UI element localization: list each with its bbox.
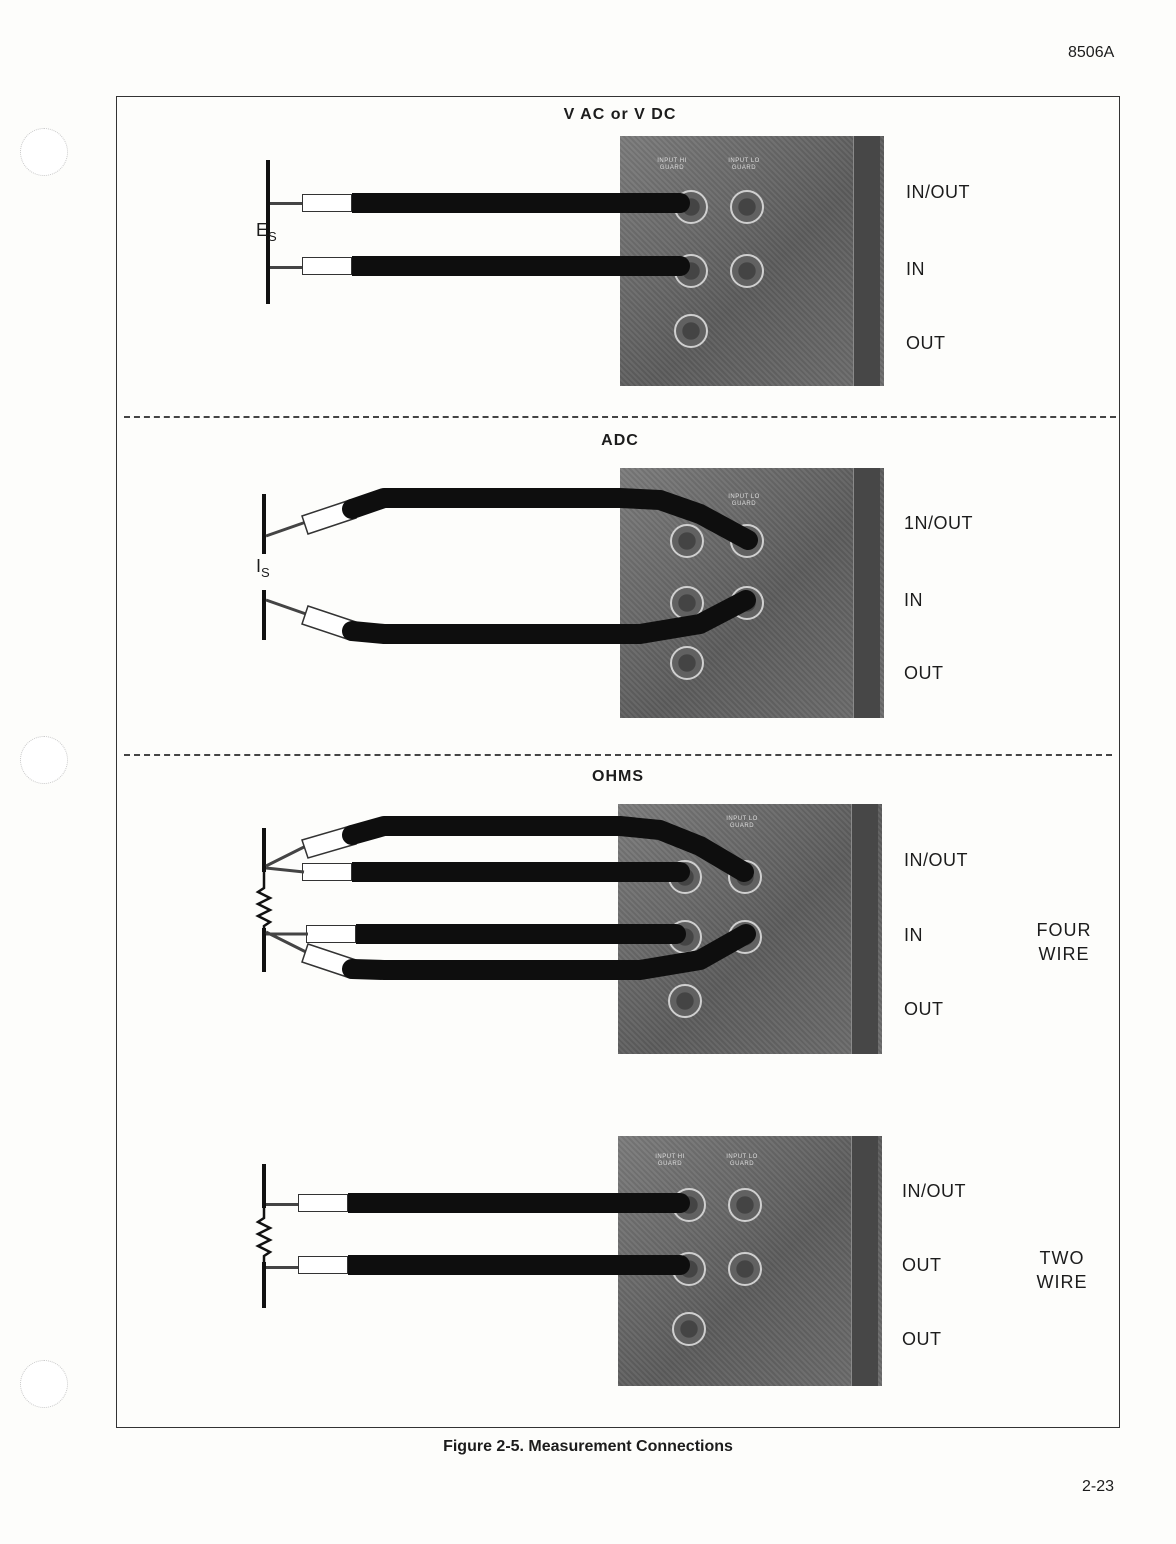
four-wire-sense-lead-top bbox=[266, 826, 744, 872]
terminal-label: OUT bbox=[906, 333, 946, 353]
four-wire-sense-lead-bottom bbox=[266, 932, 746, 978]
terminal-label: IN bbox=[904, 590, 923, 610]
terminal-panel-photo: INPUT HI GUARD INPUT LO GUARD bbox=[620, 136, 884, 386]
source-symbol-is: $I_S$ bbox=[256, 556, 270, 580]
terminal-label: OUT bbox=[902, 1255, 942, 1275]
terminal-label: IN bbox=[904, 925, 923, 945]
page-number: 2-23 bbox=[1082, 1478, 1115, 1495]
adc-top-lead bbox=[266, 498, 748, 540]
section-title-ohms: OHMS bbox=[592, 768, 644, 785]
terminal-panel-photo: INPUT LO GUARD bbox=[620, 468, 884, 718]
figure-caption: Figure 2-5. Measurement Connections bbox=[443, 1438, 733, 1455]
terminal-label: IN/OUT bbox=[902, 1181, 966, 1201]
resistor-four-wire bbox=[258, 872, 270, 930]
adc-bottom-lead bbox=[266, 600, 746, 640]
terminal-label: OUT bbox=[904, 663, 944, 683]
terminal-panel-photo: INPUT LO GUARD bbox=[618, 804, 882, 1054]
document-id: 8506A bbox=[1068, 44, 1115, 61]
terminal-label: IN bbox=[906, 259, 925, 279]
four-wire-label: FOUR WIRE bbox=[1036, 920, 1092, 964]
terminal-label: 1N/OUT bbox=[904, 513, 974, 533]
terminal-label: IN/OUT bbox=[904, 850, 968, 870]
two-wire-label: TWO WIRE bbox=[1036, 1248, 1088, 1292]
terminal-label: OUT bbox=[904, 999, 944, 1019]
source-symbol-es: $E_S$ bbox=[256, 220, 277, 244]
resistor-two-wire bbox=[258, 1208, 270, 1262]
terminal-label: IN/OUT bbox=[906, 182, 970, 202]
terminal-label: OUT bbox=[902, 1329, 942, 1349]
section-title-adc: ADC bbox=[601, 432, 639, 449]
terminal-panel-photo: INPUT HI GUARD INPUT LO GUARD bbox=[618, 1136, 882, 1386]
section-title-vac: V AC or V DC bbox=[563, 106, 677, 123]
